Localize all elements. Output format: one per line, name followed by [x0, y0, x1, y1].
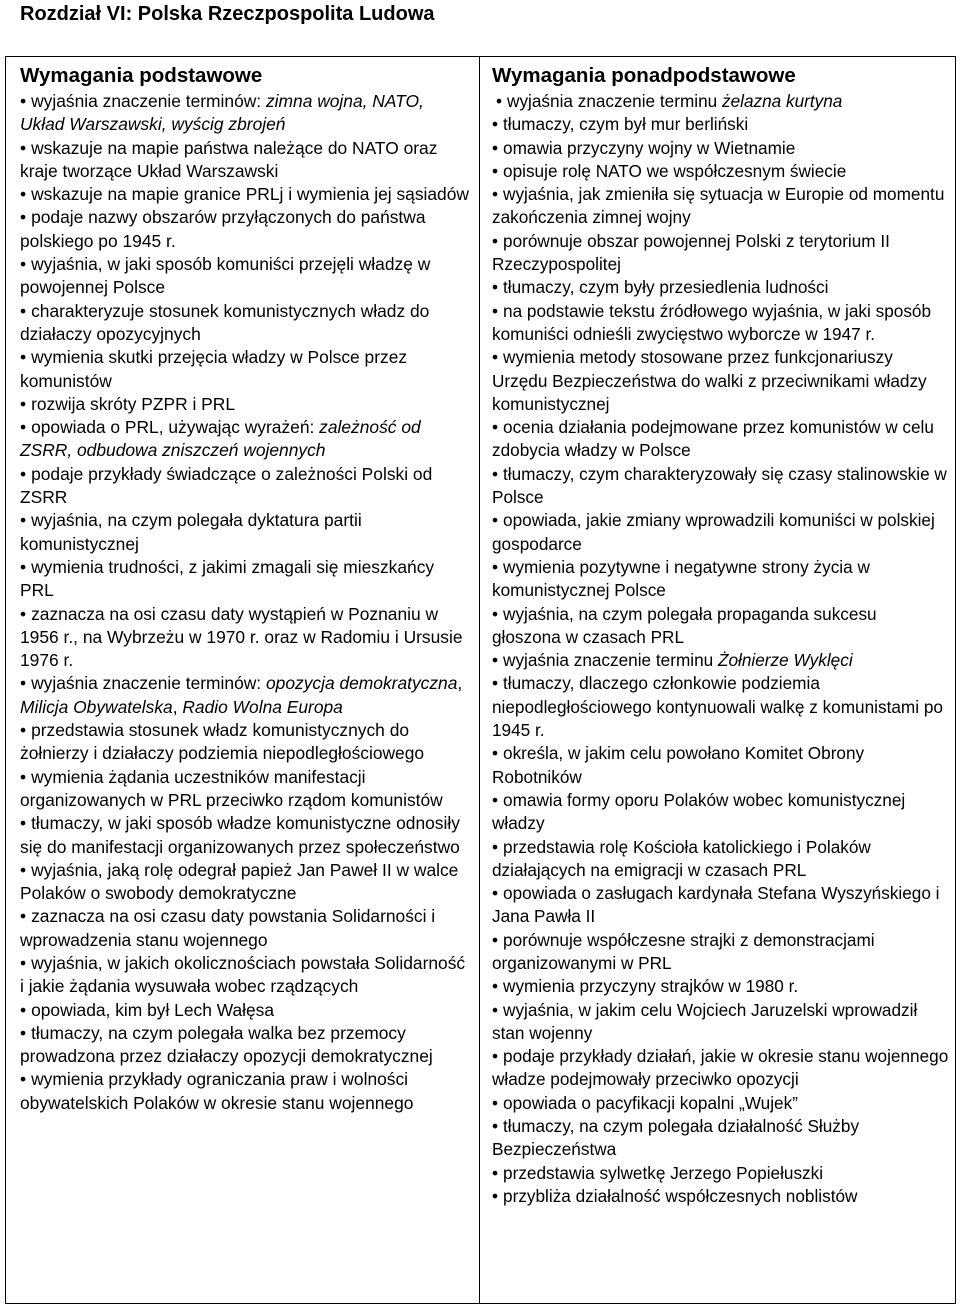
bullet-icon: • [492, 300, 499, 321]
requirement-text: wymienia trudności, z jakimi zmagali się mieszkańcy PRL [20, 556, 435, 601]
bullet-icon: • [20, 720, 27, 741]
bullet-icon: • [492, 184, 499, 205]
bullet-icon: • [496, 91, 503, 111]
term-text: zależność od ZSRR, odbudowa zniszczeń wojennych [20, 417, 421, 461]
requirement-item [20, 206, 471, 253]
requirement-text: tłumaczy, w jaki sposób władze komunistyczne odnosiły się do manifestacji organizowanych przez społeczeństwo [20, 813, 460, 857]
requirement-text: wyjaśnia znaczenie terminu [503, 650, 718, 671]
requirement-text: opowiada o PRL, używając wyrażeń: [31, 417, 320, 438]
requirement-text: tłumaczy, czym były przesiedlenia ludności [503, 277, 829, 298]
requirement-text: tłumaczy, czym charakteryzowały się czasy stalinowskie w Polsce [492, 463, 947, 508]
requirement-text: omawia przyczyny wojny w Wietnamie [503, 137, 796, 158]
requirement-text: podaje nazwy obszarów przyłączonych do państwa polskiego po 1945 r. [20, 207, 426, 251]
bullet-icon: • [20, 906, 27, 927]
bullet-icon: • [20, 1022, 27, 1043]
requirement-text: , [457, 673, 463, 694]
bullet-icon: • [20, 417, 27, 438]
requirement-item [492, 929, 949, 976]
advanced-requirements-title: Wymagania ponadpodstawowe [492, 64, 796, 87]
requirement-item [492, 603, 949, 650]
requirement-text: wyjaśnia, w jakich okolicznościach powstała Solidarność i jakie żądania wysuwała wobec rządzących [20, 952, 466, 997]
requirement-item [492, 742, 949, 789]
requirement-text: , [172, 696, 183, 717]
requirement-item [492, 672, 949, 742]
requirement-item [20, 766, 471, 813]
bullet-icon: • [20, 673, 27, 694]
bullet-icon: • [492, 277, 499, 298]
bullet-icon: • [492, 976, 499, 997]
bullet-icon: • [20, 952, 27, 973]
bullet-icon: • [492, 1092, 499, 1113]
requirement-item [20, 1068, 471, 1115]
term-text: Radio Wolna Europa [182, 696, 343, 717]
bullet-icon: • [492, 836, 499, 857]
requirement-item [20, 672, 471, 719]
term-text: żelazna kurtyna [721, 91, 843, 111]
requirement-item [492, 1045, 949, 1092]
bullet-icon: • [20, 254, 27, 275]
bullet-icon: • [492, 650, 499, 671]
bullet-icon: • [20, 603, 27, 624]
requirement-text: określa, w jakim celu powołano Komitet Obrony Robotników [492, 743, 865, 787]
term-text: opozycja demokratyczna [265, 673, 458, 694]
bullet-icon: • [492, 230, 499, 251]
advanced-requirements-column [480, 57, 955, 1303]
requirement-text: wyjaśnia znaczenie terminów: [31, 673, 266, 694]
requirement-text: podaje przykłady działań, jakie w okresie stanu wojennego władze podejmowały przeciwko opozycji [492, 1046, 949, 1090]
requirement-item [20, 859, 471, 906]
requirement-text: wyjaśnia, w jaki sposób komuniści przejęli władzę w powojennej Polsce [20, 254, 431, 298]
bullet-icon: • [20, 859, 27, 880]
requirement-text: wyjaśnia, w jakim celu Wojciech Jaruzelski wprowadził stan wojenny [492, 999, 918, 1043]
requirement-text: przedstawia stosunek władz komunistycznych do żołnierzy i działaczy podziemia niepodległościowego [20, 720, 425, 764]
requirement-item [492, 90, 949, 113]
bullet-icon: • [20, 347, 27, 368]
requirement-text: tłumaczy, dlaczego członkowie podziemia niepodległościowego kontynuowali walkę z komunistami po 1945 r. [492, 673, 943, 741]
bullet-icon: • [492, 999, 499, 1020]
bullet-icon: • [492, 347, 499, 368]
requirement-text: wyjaśnia, jak zmieniła się sytuacja w Europie od momentu zakończenia zimnej wojny [492, 184, 945, 228]
requirement-text: tłumaczy, na czym polegała działalność Służby Bezpieczeństwa [492, 1116, 860, 1160]
bullet-icon: • [20, 184, 27, 205]
requirement-text: wyjaśnia znaczenie terminów: [31, 91, 266, 111]
bullet-icon: • [492, 929, 499, 950]
requirement-item [20, 1022, 471, 1069]
requirement-text: wyjaśnia, na czym polegała dyktatura partii komunistycznej [20, 510, 362, 554]
requirement-item [492, 836, 949, 883]
basic-requirements-title: Wymagania podstawowe [20, 64, 263, 87]
requirement-text: tłumaczy, na czym polegała walka bez przemocy prowadzona przez działaczy opozycji demokratycznej [20, 1022, 433, 1067]
requirement-item [492, 300, 949, 347]
requirement-item [492, 556, 949, 603]
requirement-item [492, 416, 949, 463]
requirement-item [492, 1115, 949, 1162]
term-text: Milicja Obywatelska [20, 696, 173, 717]
page-title: Rozdział VI: Polska Rzeczpospolita Ludowa [20, 3, 435, 25]
requirement-item [20, 556, 471, 603]
requirement-item [20, 416, 471, 463]
requirement-item [20, 90, 471, 137]
requirement-text: tłumaczy, czym był mur berliński [503, 114, 749, 135]
bullet-icon: • [20, 813, 27, 834]
requirement-item [492, 137, 949, 160]
requirement-text: wymienia metody stosowane przez funkcjonariuszy Urzędu Bezpieczeństwa do walki z przeciwnikami władzy komunistycznej [492, 347, 927, 414]
basic-requirements-column [6, 57, 480, 1303]
requirement-text: zaznacza na osi czasu daty powstania Solidarności i wprowadzenia stanu wojennego [20, 906, 436, 950]
bullet-icon: • [20, 91, 27, 111]
bullet-icon: • [20, 207, 27, 228]
requirement-text: wyjaśnia znaczenie terminu [507, 91, 722, 111]
requirement-text: podaje przykłady świadczące o zależności Polski od ZSRR [20, 463, 433, 508]
requirement-item [492, 463, 949, 510]
requirement-item [20, 183, 471, 206]
requirement-text: wymienia przykłady ograniczania praw i wolności obywatelskich Polaków w okresie stanu wojennego [20, 1069, 414, 1113]
requirement-text: opowiada o zasługach kardynała Stefana Wyszyńskiego i Jana Pawła II [492, 883, 940, 927]
requirement-text: wyjaśnia, jaką rolę odegrał papież Jan Paweł II w walce Polaków o swobody demokratyczne [20, 859, 459, 904]
requirement-text: wskazuje na mapie państwa należące do NATO oraz kraje tworzące Układ Warszawski [20, 137, 438, 181]
requirement-item [492, 649, 949, 672]
requirement-item [492, 183, 949, 230]
bullet-icon: • [20, 510, 27, 531]
requirements-table [5, 56, 956, 1304]
term-text: zimna wojna, NATO, Układ Warszawski, wyścig zbrojeń [20, 91, 424, 135]
bullet-icon: • [20, 999, 27, 1020]
requirement-text: wymienia żądania uczestników manifestacji organizowanych w PRL przeciwko rządom komunistów [20, 766, 443, 810]
requirement-item [20, 905, 471, 952]
bullet-icon: • [492, 1116, 499, 1137]
requirement-item [20, 719, 471, 766]
bullet-icon: • [20, 1069, 27, 1090]
requirement-text: ocenia działania podejmowane przez komunistów w celu zdobycia władzy w Polsce [492, 417, 934, 461]
requirement-text: zaznacza na osi czasu daty wystąpień w Poznaniu w 1956 r., na Wybrzeżu w 1970 r. oraz w Radomiu i Ursusie 1976 r. [20, 603, 463, 671]
requirement-text: porównuje współczesne strajki z demonstracjami organizowanymi w PRL [492, 929, 875, 973]
requirement-item [492, 276, 949, 299]
requirement-text: opowiada o pacyfikacji kopalni „Wujek” [503, 1092, 798, 1113]
bullet-icon: • [492, 510, 499, 531]
requirement-item [492, 346, 949, 416]
requirement-item [20, 952, 471, 999]
requirement-text: na podstawie tekstu źródłowego wyjaśnia, w jaki sposób komuniści odnieśli zwycięstwo wyborcze w 1947 r. [492, 300, 932, 344]
requirement-item [492, 509, 949, 556]
bullet-icon: • [492, 114, 499, 135]
requirement-item [492, 1092, 949, 1115]
requirement-item [20, 603, 471, 673]
requirement-item [20, 509, 471, 556]
requirement-item [20, 253, 471, 300]
bullet-icon: • [492, 1185, 499, 1206]
requirement-text: wyjaśnia, na czym polegała propaganda sukcesu głoszona w czasach PRL [492, 603, 877, 647]
advanced-requirements-list [492, 90, 949, 1208]
requirement-item [492, 975, 949, 998]
bullet-icon: • [492, 417, 499, 438]
requirement-item [492, 1162, 949, 1185]
requirement-item [20, 463, 471, 510]
requirement-item [492, 1185, 949, 1208]
requirement-text: wymienia skutki przejęcia władzy w Polsce przez komunistów [20, 347, 408, 391]
requirement-item [20, 300, 471, 347]
bullet-icon: • [492, 673, 499, 694]
bullet-icon: • [20, 393, 27, 414]
bullet-icon: • [20, 137, 27, 158]
requirement-text: przybliża działalność współczesnych noblistów [503, 1185, 858, 1206]
requirement-item [492, 160, 949, 183]
bullet-icon: • [492, 789, 499, 810]
requirement-item [492, 882, 949, 929]
requirement-item [20, 393, 471, 416]
requirement-text: opowiada, kim był Lech Wałęsa [31, 999, 275, 1020]
bullet-icon: • [492, 463, 499, 484]
bullet-icon: • [492, 556, 499, 577]
term-text: Żołnierze Wyklęci [717, 650, 853, 671]
bullet-icon: • [492, 1162, 499, 1183]
requirement-text: wymienia przyczyny strajków w 1980 r. [503, 976, 799, 997]
requirement-item [20, 346, 471, 393]
requirement-item [492, 113, 949, 136]
requirement-text: przedstawia sylwetkę Jerzego Popiełuszki [503, 1162, 824, 1183]
bullet-icon: • [20, 300, 27, 321]
bullet-icon: • [492, 160, 499, 181]
requirement-item [492, 999, 949, 1046]
bullet-icon: • [492, 743, 499, 764]
bullet-icon: • [20, 766, 27, 787]
requirement-text: opowiada, jakie zmiany wprowadzili komuniści w polskiej gospodarce [492, 510, 935, 554]
requirement-item [20, 137, 471, 184]
bullet-icon: • [492, 603, 499, 624]
requirement-item [492, 230, 949, 277]
bullet-icon: • [492, 1046, 499, 1067]
requirement-text: porównuje obszar powojennej Polski z terytorium II Rzeczypospolitej [492, 230, 890, 275]
basic-requirements-list [20, 90, 471, 1115]
bullet-icon: • [492, 883, 499, 904]
requirement-text: wskazuje na mapie granice PRLj i wymienia jej sąsiadów [31, 184, 469, 205]
requirement-text: omawia formy oporu Polaków wobec komunistycznej władzy [492, 789, 906, 834]
requirement-item [20, 999, 471, 1022]
bullet-icon: • [20, 463, 27, 484]
requirement-text: wymienia pozytywne i negatywne strony życia w komunistycznej Polsce [492, 556, 870, 601]
bullet-icon: • [492, 137, 499, 158]
requirement-item [20, 812, 471, 859]
requirement-text: rozwija skróty PZPR i PRL [31, 393, 235, 414]
requirement-text: charakteryzuje stosunek komunistycznych władz do działaczy opozycyjnych [20, 300, 430, 344]
requirement-text: przedstawia rolę Kościoła katolickiego i Polaków działających na emigracji w czasach PRL [492, 836, 871, 880]
requirement-item [492, 789, 949, 836]
requirement-text: opisuje rolę NATO we współczesnym świecie [503, 160, 847, 181]
bullet-icon: • [20, 556, 27, 577]
